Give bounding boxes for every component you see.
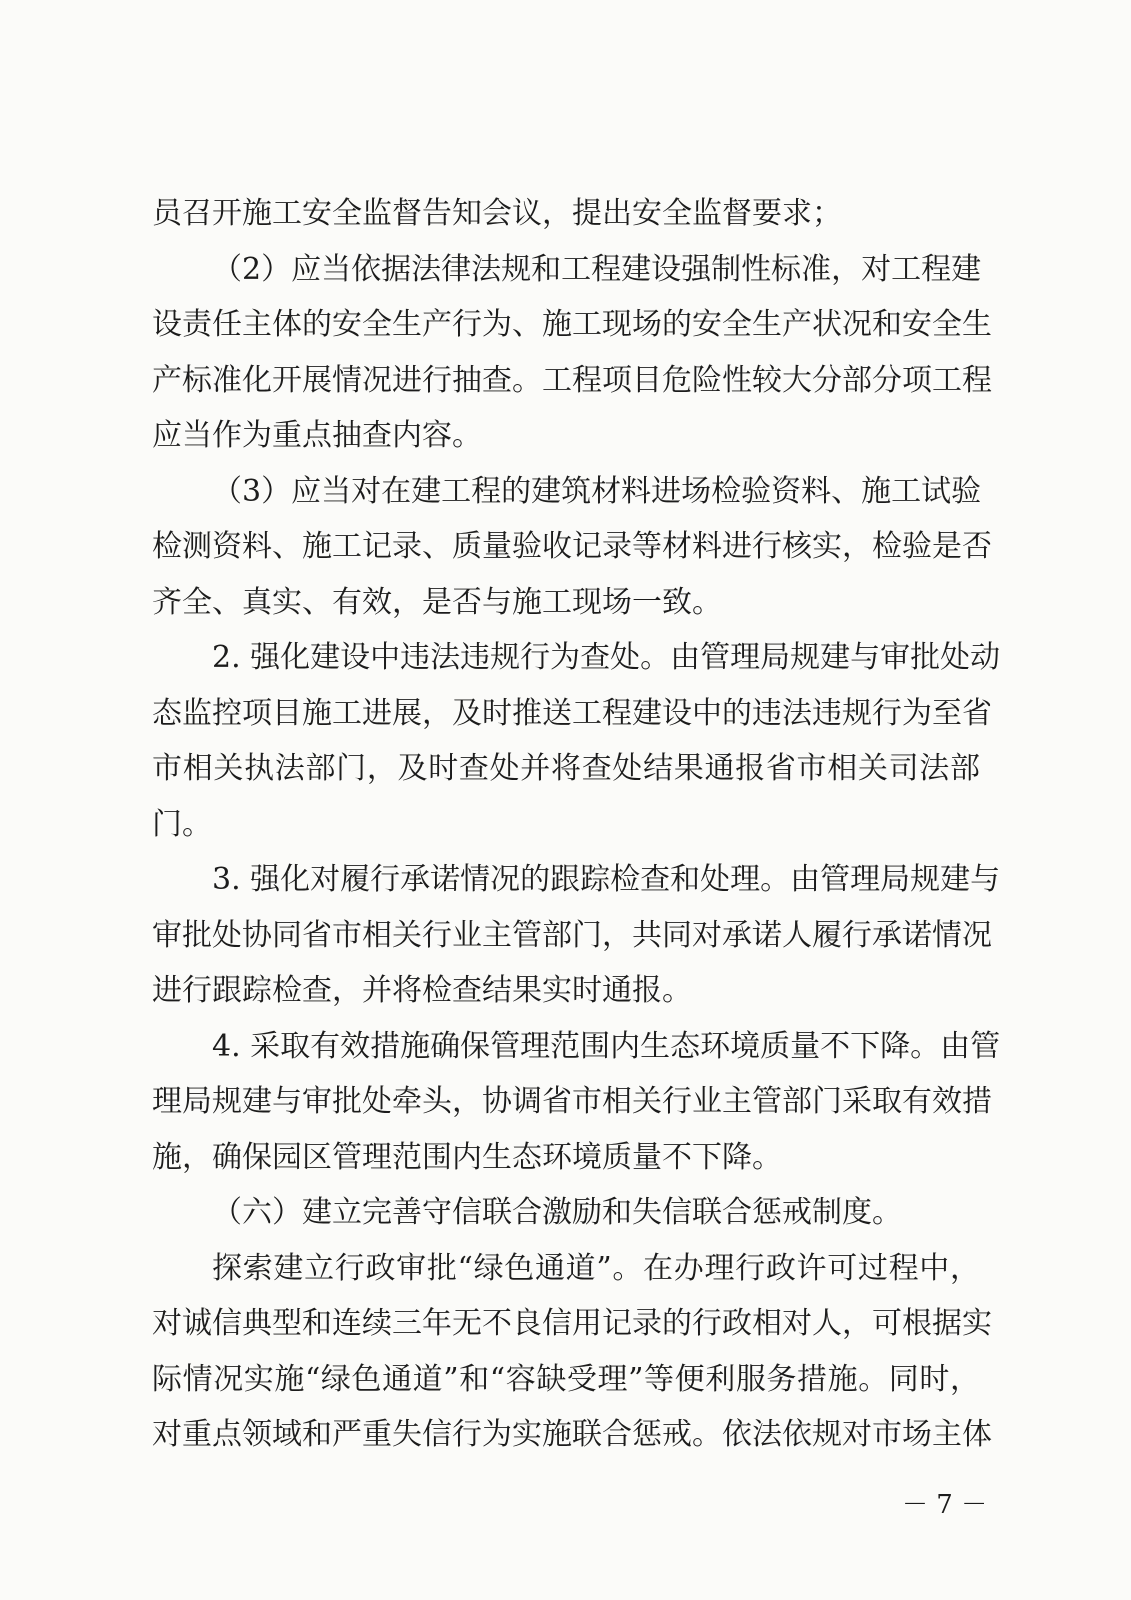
text-line: 员召开施工安全监督告知会议，提出安全监督要求；	[152, 196, 842, 231]
text-line: 2. 强化建设中违法违规行为查处。由管理局规建与审批处动	[212, 640, 1001, 675]
text-line: （3）应当对在建工程的建筑材料进场检验资料、施工试验	[212, 473, 982, 509]
text-line: 进行跟踪检查，并将检查结果实时通报。	[152, 973, 692, 1008]
text-line: 市相关执法部门，及时查处并将查处结果通报省市相关司法部	[152, 751, 980, 786]
text-line: 4. 采取有效措施确保管理范围内生态环境质量不下降。由管	[212, 1028, 1001, 1064]
text-line: 3. 强化对履行承诺情况的跟踪检查和处理。由管理局规建与	[212, 862, 1001, 897]
text-line: 态监控项目施工进展，及时推送工程建设中的违法违规行为至省	[152, 695, 992, 731]
text-line: 齐全、真实、有效，是否与施工现场一致。	[152, 584, 722, 620]
text-line: 对重点领域和严重失信行为实施联合惩戒。依法依规对市场主体	[152, 1417, 992, 1452]
text-line: 探索建立行政审批“绿色通道”。在办理行政许可过程中，	[212, 1250, 980, 1286]
text-line: 施，确保园区管理范围内生态环境质量不下降。	[152, 1139, 782, 1175]
text-line: 理局规建与审批处牵头，协调省市相关行业主管部门采取有效措	[152, 1084, 992, 1119]
text-line: 设责任主体的安全生产行为、施工现场的安全生产状况和安全生	[152, 307, 992, 342]
section-heading: （六）建立完善守信联合激励和失信联合惩戒制度。	[212, 1195, 902, 1230]
text-line: 际情况实施“绿色通道”和“容缺受理”等便利服务措施。同时，	[152, 1361, 980, 1397]
page-number: － 7 －	[902, 1490, 988, 1520]
text-line: 对诚信典型和连续三年无不良信用记录的行政相对人，可根据实	[152, 1306, 992, 1341]
text-line: 产标准化开展情况进行抽查。工程项目危险性较大分部分项工程	[152, 362, 992, 398]
text-line: 审批处协同省市相关行业主管部门，共同对承诺人履行承诺情况	[152, 917, 992, 953]
text-line: 应当作为重点抽查内容。	[152, 418, 482, 453]
text-line: 门。	[152, 806, 212, 842]
body-text	[152, 186, 1001, 1463]
text-line: （2）应当依据法律法规和工程建设强制性标准，对工程建	[212, 251, 982, 287]
text-line: 检测资料、施工记录、质量验收记录等材料进行核实，检验是否	[152, 529, 992, 564]
